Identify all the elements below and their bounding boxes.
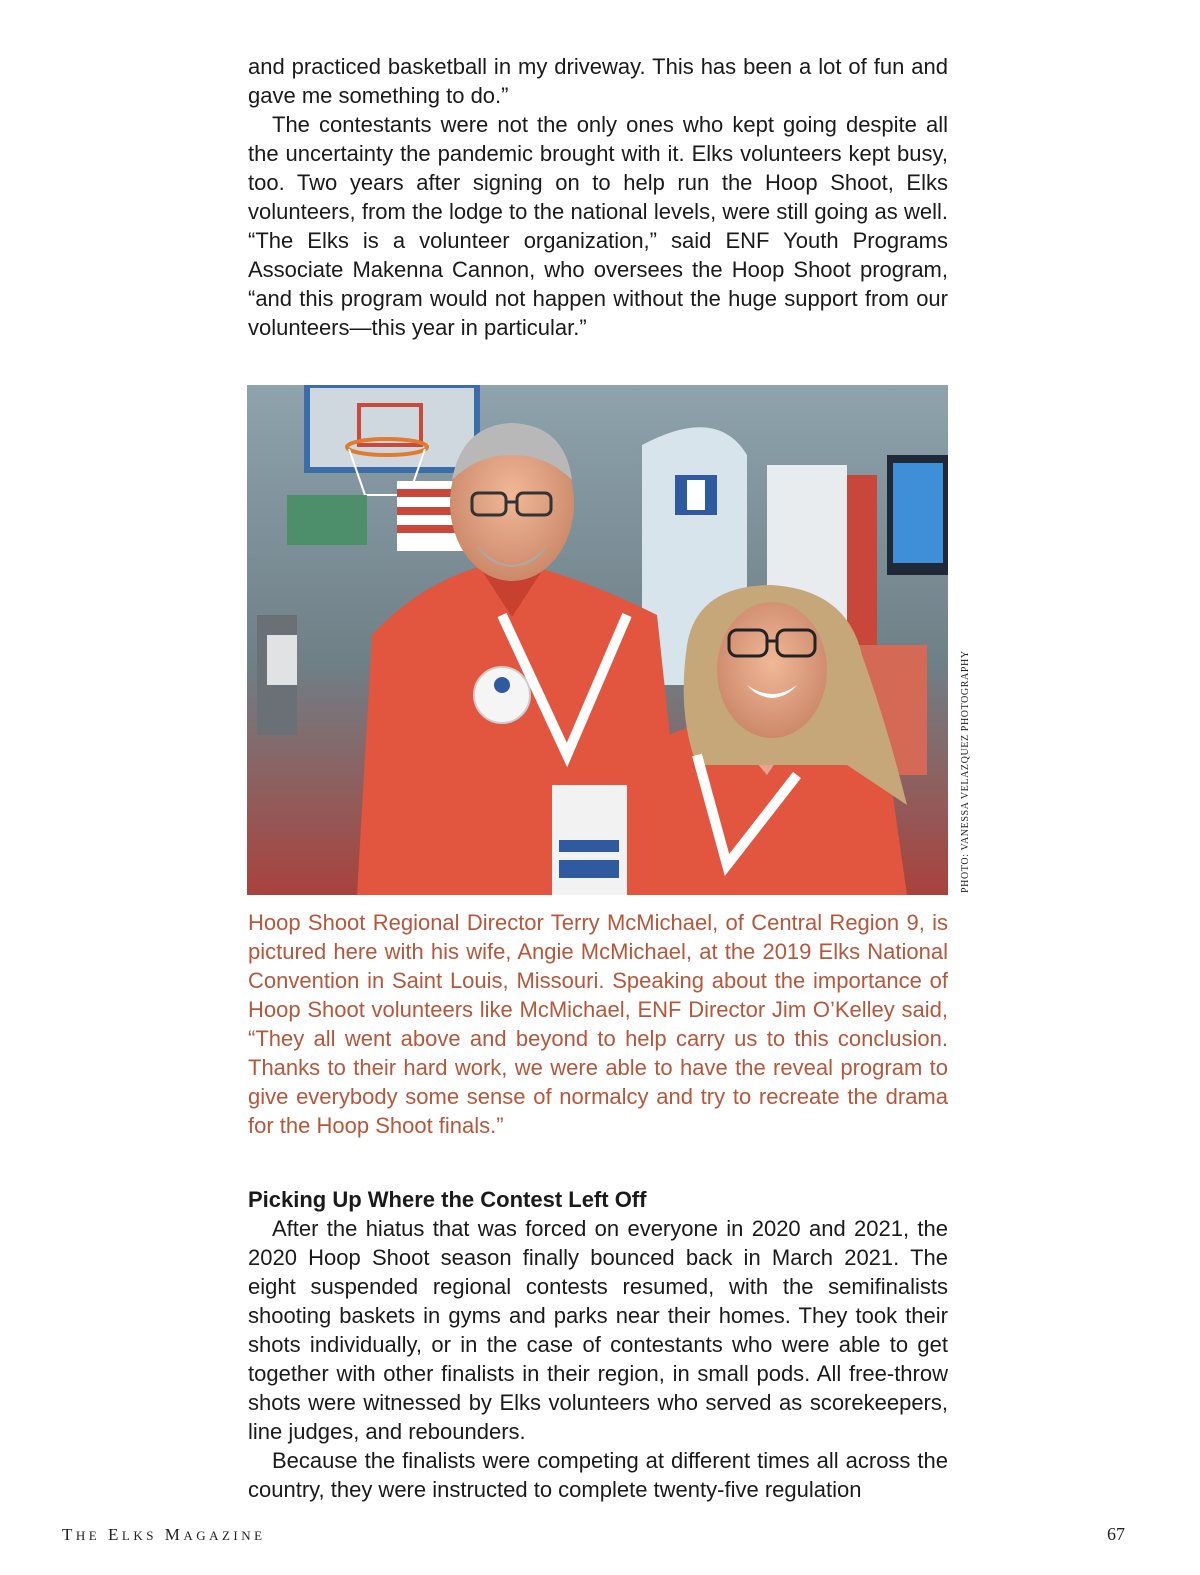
section-heading: Picking Up Where the Contest Left Off <box>248 1187 647 1212</box>
mag-letters: HE <box>75 1528 101 1543</box>
photo-caption <box>248 908 948 1140</box>
photo-credit: PHOTO: VANESSA VELAZQUEZ PHOTOGRAPHY <box>960 650 971 893</box>
article-paragraph: Because the finalists were competing at different times all across the country, they were instructed to complete twenty-five regulation <box>248 1448 948 1502</box>
mag-letter: E <box>107 1525 122 1544</box>
article-paragraph: and practiced basketball in my driveway. This has been a lot of fun and gave me something to do.” <box>248 54 948 108</box>
page-number: 67 <box>1107 1524 1125 1544</box>
caption-text: Hoop Shoot Regional Director Terry McMichael, of Central Region 9, is pictured here with his wife, Angie McMichael, at the 2019 Elks National Convention in Saint Louis, Missouri. Speaking about the importance of Hoop Shoot volunteers like McMichael, ENF Director Jim O’Kelley said, “They all went above and beyond to help carry us to this conclusion. Thanks to their hard work, we were able to have the reveal program to give everybody some sense of normalcy and try to recreate the drama for the Hoop Shoot finals.” <box>248 910 948 1138</box>
article-top-text <box>248 52 948 342</box>
photo-illustration <box>247 385 948 895</box>
article-paragraph: After the hiatus that was forced on everyone in 2020 and 2021, the 2020 Hoop Shoot season finally bounced back in March 2021. The eight suspended regional contests resumed, with the semifinalists shooting baskets in gyms and parks near their homes. They took their shots individually, or in the case of contestants who were able to get together with other finalists in their region, in small pods. All free-throw shots were witnessed by Elks volunteers who served as scorekeepers, line judges, and rebounders. <box>248 1216 948 1444</box>
volunteers-photo <box>247 385 948 895</box>
mag-letters: LKS <box>121 1528 157 1543</box>
mag-letter: M <box>164 1525 184 1544</box>
magazine-name <box>62 1525 266 1545</box>
article-section <box>248 1185 948 1504</box>
article-paragraph: The contestants were not the only ones who kept going despite all the uncertainty the pandemic brought with it. Elks volunteers kept busy, too. Two years after signing on to help run the Hoop Shoot, Elks volunteers, from the lodge to the national levels, were still going as well. “The Elks is a volunteer organization,” said ENF Youth Programs Associate Makenna Cannon, who oversees the Hoop Shoot program, “and this program would not happen without the huge support from our volunteers—this year in particular.” <box>248 112 948 340</box>
mag-letter: T <box>62 1525 76 1544</box>
mag-letters: AGAZINE <box>183 1528 266 1543</box>
